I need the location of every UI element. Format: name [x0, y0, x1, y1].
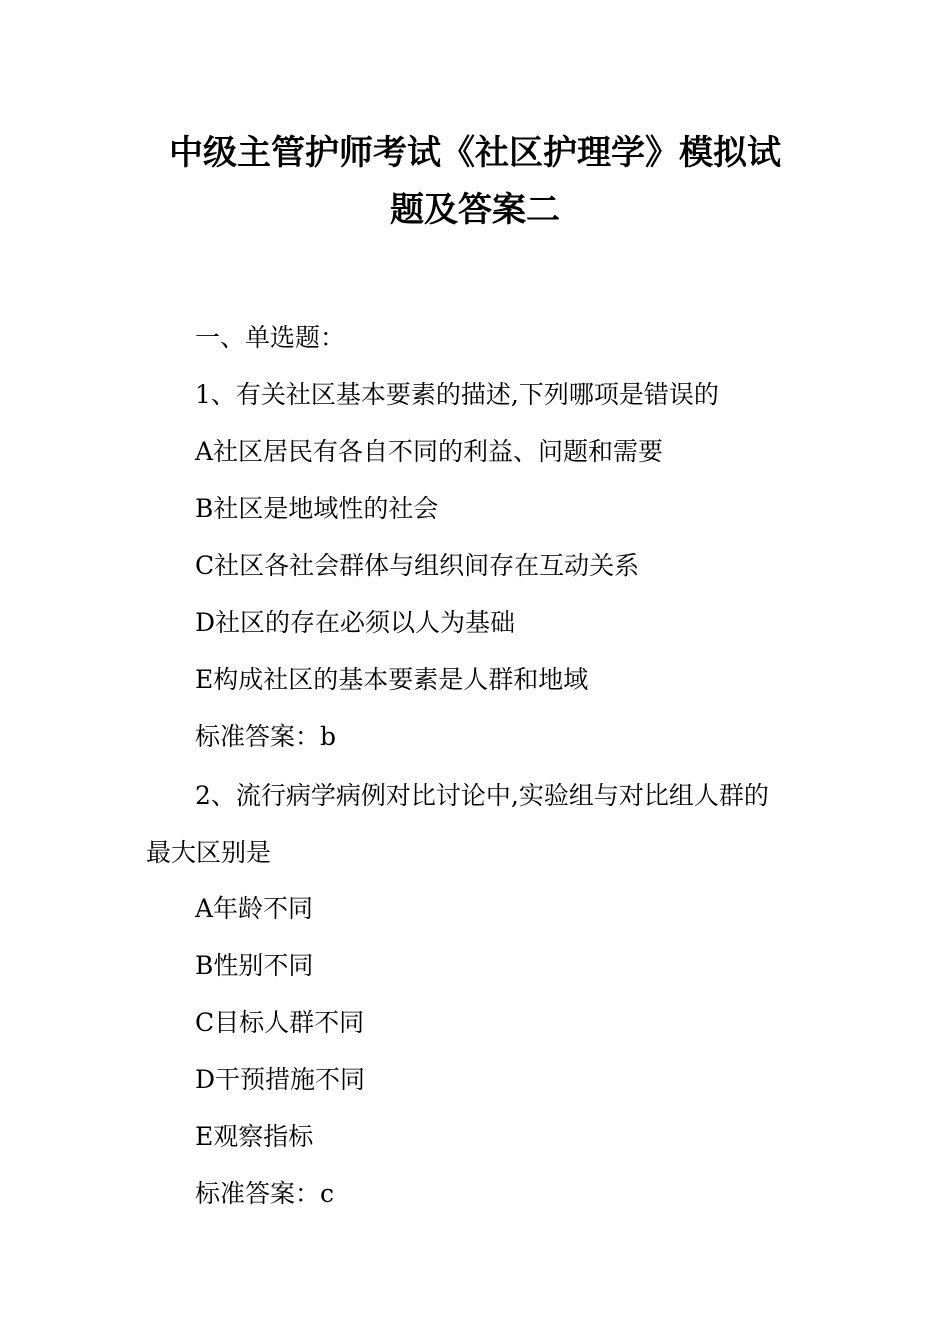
- question-1-option-b: B社区是地域性的社会: [195, 494, 439, 523]
- question-2-option-c: C目标人群不同: [195, 1008, 365, 1037]
- question-2-option-e: E观察指标: [195, 1122, 314, 1151]
- section-heading: 一、单选题：: [195, 323, 346, 352]
- question-1-option-c: C社区各社会群体与组织间存在互动关系: [195, 551, 640, 580]
- question-2-option-d: D干预措施不同: [195, 1065, 366, 1094]
- document-title-line-2: 题及答案二: [390, 190, 560, 230]
- document-title-line-1: 中级主管护师考试《社区护理学》模拟试: [169, 133, 781, 173]
- question-1-option-e: E构成社区的基本要素是人群和地域: [195, 665, 589, 694]
- question-2-option-b: B性别不同: [195, 951, 314, 980]
- question-1-option-a: A社区居民有各自不同的利益、问题和需要: [195, 437, 664, 466]
- question-2-stem-line-2: 最大区别是: [146, 838, 272, 867]
- question-1-answer: 标准答案：b: [195, 722, 337, 751]
- question-1-stem: 1、有关社区基本要素的描述,下列哪项是错误的: [195, 380, 719, 409]
- question-2-option-a: A年龄不同: [195, 894, 314, 923]
- question-2-answer: 标准答案：c: [195, 1179, 335, 1208]
- question-1-option-d: D社区的存在必须以人为基础: [195, 608, 516, 637]
- question-2-stem-line-1: 2、流行病学病例对比讨论中,实验组与对比组人群的: [195, 781, 769, 810]
